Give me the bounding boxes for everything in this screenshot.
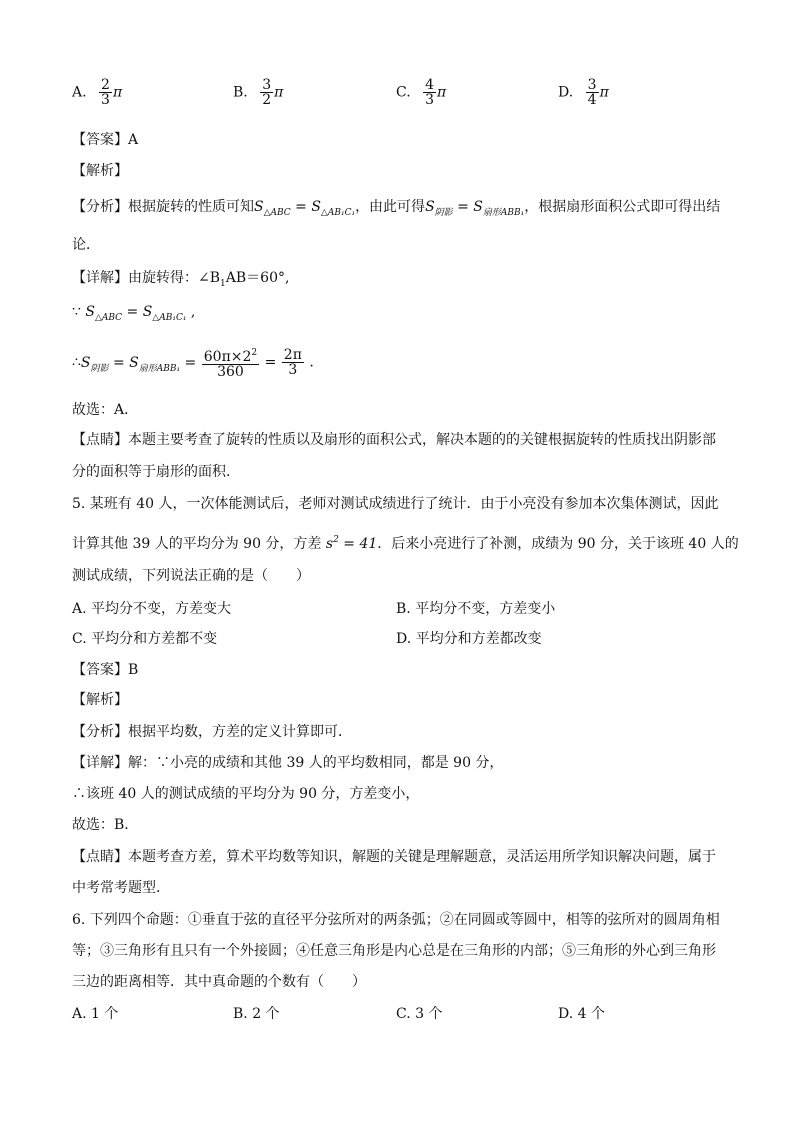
q6-option-c: C. 3 个 [396,1006,443,1022]
text: ，由此可得 [355,199,426,215]
fraction-result [282,348,304,377]
pi-symbol: π [274,84,284,101]
q6-stem-line2: 等；③三角形有且只有一个外接圆；④任意三角形是内心总是在三角形的内部；⑤三角形的外心到三角形 [72,943,716,959]
q5-answer: 【答案】B [72,662,139,678]
fraction-sector [202,346,259,379]
numerator: 2π [283,347,302,363]
formula-s-abc-eq: $S_{\triangle ABC} = S_{\triangle AB_1C_1}$ [254,199,356,218]
numerator: 3 [262,77,272,93]
q6-option-d: D. 4 个 [558,1006,605,1022]
fraction [423,78,436,107]
q5-comment-line2: 中考常考题型． [72,880,170,896]
numerator: 4 [425,77,435,93]
formula-s-shaded: $S_{阴影} = S_{扇形ABB_1}$ [425,199,525,218]
denominator: 2 [262,92,272,108]
option-letter: B. [233,84,248,101]
fraction [99,78,112,107]
q4-option-b [233,78,283,107]
denominator: 3 [101,92,110,108]
text: 【详解】由旋转得：∠B [72,270,221,286]
denominator: 360 [217,364,244,380]
text: 【分析】根据旋转的性质可知 [72,199,254,215]
q4-analysis-heading: 【解析】 [72,163,128,179]
q5-option-a: A. 平均分不变，方差变大 [72,601,232,617]
q6-option-a: A. 1 个 [72,1006,119,1022]
q4-fenxi-line2: 论． [72,237,100,253]
q5-fenxi: 【分析】根据平均数，方差的定义计算即可． [72,724,352,740]
q5-analysis-heading: 【解析】 [72,692,128,708]
formula-area-equal: $S_{\triangle ABC} = S_{\triangle AB_1C_1}$ [85,304,187,323]
q4-therefore-line: $\therefore S_{阴影} = S_{扇形ABB_1}$ = $\frac{60\pi\times 2^2}{360}$ = $\frac{2\pi}{3}$ . [72,347,314,380]
pi-symbol: π [437,84,447,101]
q4-option-d [558,78,609,107]
numerator: $60\pi\times 2^2$ [203,348,258,365]
q4-comment-line1: 【点睛】本题主要考查了旋转的性质以及扇形的面积公式，解决本题的的关键根据旋转的性质找出阴影部 [72,432,716,448]
option-letter: A. [72,84,87,101]
q4-xiangjie: 【详解】由旋转得：$\angle B_1AB=60^\circ$, [72,270,290,289]
q4-choice: 故选：A． [72,402,139,418]
q5-stem-line3: 测试成绩，下列说法正确的是（ ） [72,568,310,584]
q5-choice: 故选：B． [72,817,139,833]
q4-because-line: ∵ $S_{\triangle ABC} = S_{\triangle AB_1C_1}$ , [72,304,196,323]
because-symbol: ∵ [72,304,81,320]
numerator: 2 [101,77,110,93]
q6-stem-line1: 6. 下列四个命题：①垂直于弦的直径平分弦所对的两条弧；②在同圆或等圆中，相等的弦所对的圆周角相 [72,912,720,928]
fraction [586,78,599,107]
q4-option-c [396,78,446,107]
pi-symbol: π [599,84,609,101]
q5-comment-line1: 【点睛】本题考查方差，算术平均数等知识，解题的关键是理解题意，灵活运用所学知识解决问题，属于 [72,849,716,865]
option-letter: C. [396,84,411,101]
q6-option-b: B. 2 个 [233,1006,280,1022]
formula-shaded-area: $S_{阴影} = S_{扇形ABB_1}$ = [80,354,201,374]
text: AB＝60°, [225,270,290,286]
q4-option-a [72,78,122,107]
q5-stem-line1: 5. 某班有 40 人，一次体能测试后，老师对测试成绩进行了统计．由于小亮没有参加本次集体测试，因此 [72,496,719,512]
denominator: 3 [288,362,298,378]
text: ．后来小亮进行了补测，成绩为 90 分，关于该班 40 人的 [377,536,739,552]
formula-variance: $s^2 = 41$ [325,535,378,552]
q4-comment-line2: 分的面积等于扇形的面积． [72,464,240,480]
denominator: 4 [587,92,597,108]
q5-stem-line2 [72,530,739,554]
text: 计算其他 39 人的平均分为 90 分，方差 [72,536,322,552]
q6-stem-line3: 三边的距离相等．其中真命题的个数有（ ） [72,974,366,990]
numerator-text: 60π×2 [203,349,252,365]
option-letter: D. [558,84,574,101]
text: ，根据扇形面积公式即可得出结 [524,199,721,215]
q4-answer: 【答案】A [72,132,139,148]
q4-fenxi-line1 [72,197,720,223]
therefore-symbol: ∴ [72,354,81,371]
q5-option-b: B. 平均分不变，方差变小 [396,601,556,617]
q5-xiangjie: 【详解】解：∵小亮的成绩和其他 39 人的平均数相同，都是 90 分， [72,755,504,771]
denominator: 3 [425,92,435,108]
q5-therefore: ∴该班 40 人的测试成绩的平均分为 90 分，方差变小， [72,786,420,802]
pi-symbol: π [112,84,123,101]
fraction [260,78,273,107]
q5-option-d: D. 平均分和方差都改变 [396,631,542,647]
q5-option-c: C. 平均分和方差都不变 [72,631,218,647]
numerator: 3 [587,77,597,93]
